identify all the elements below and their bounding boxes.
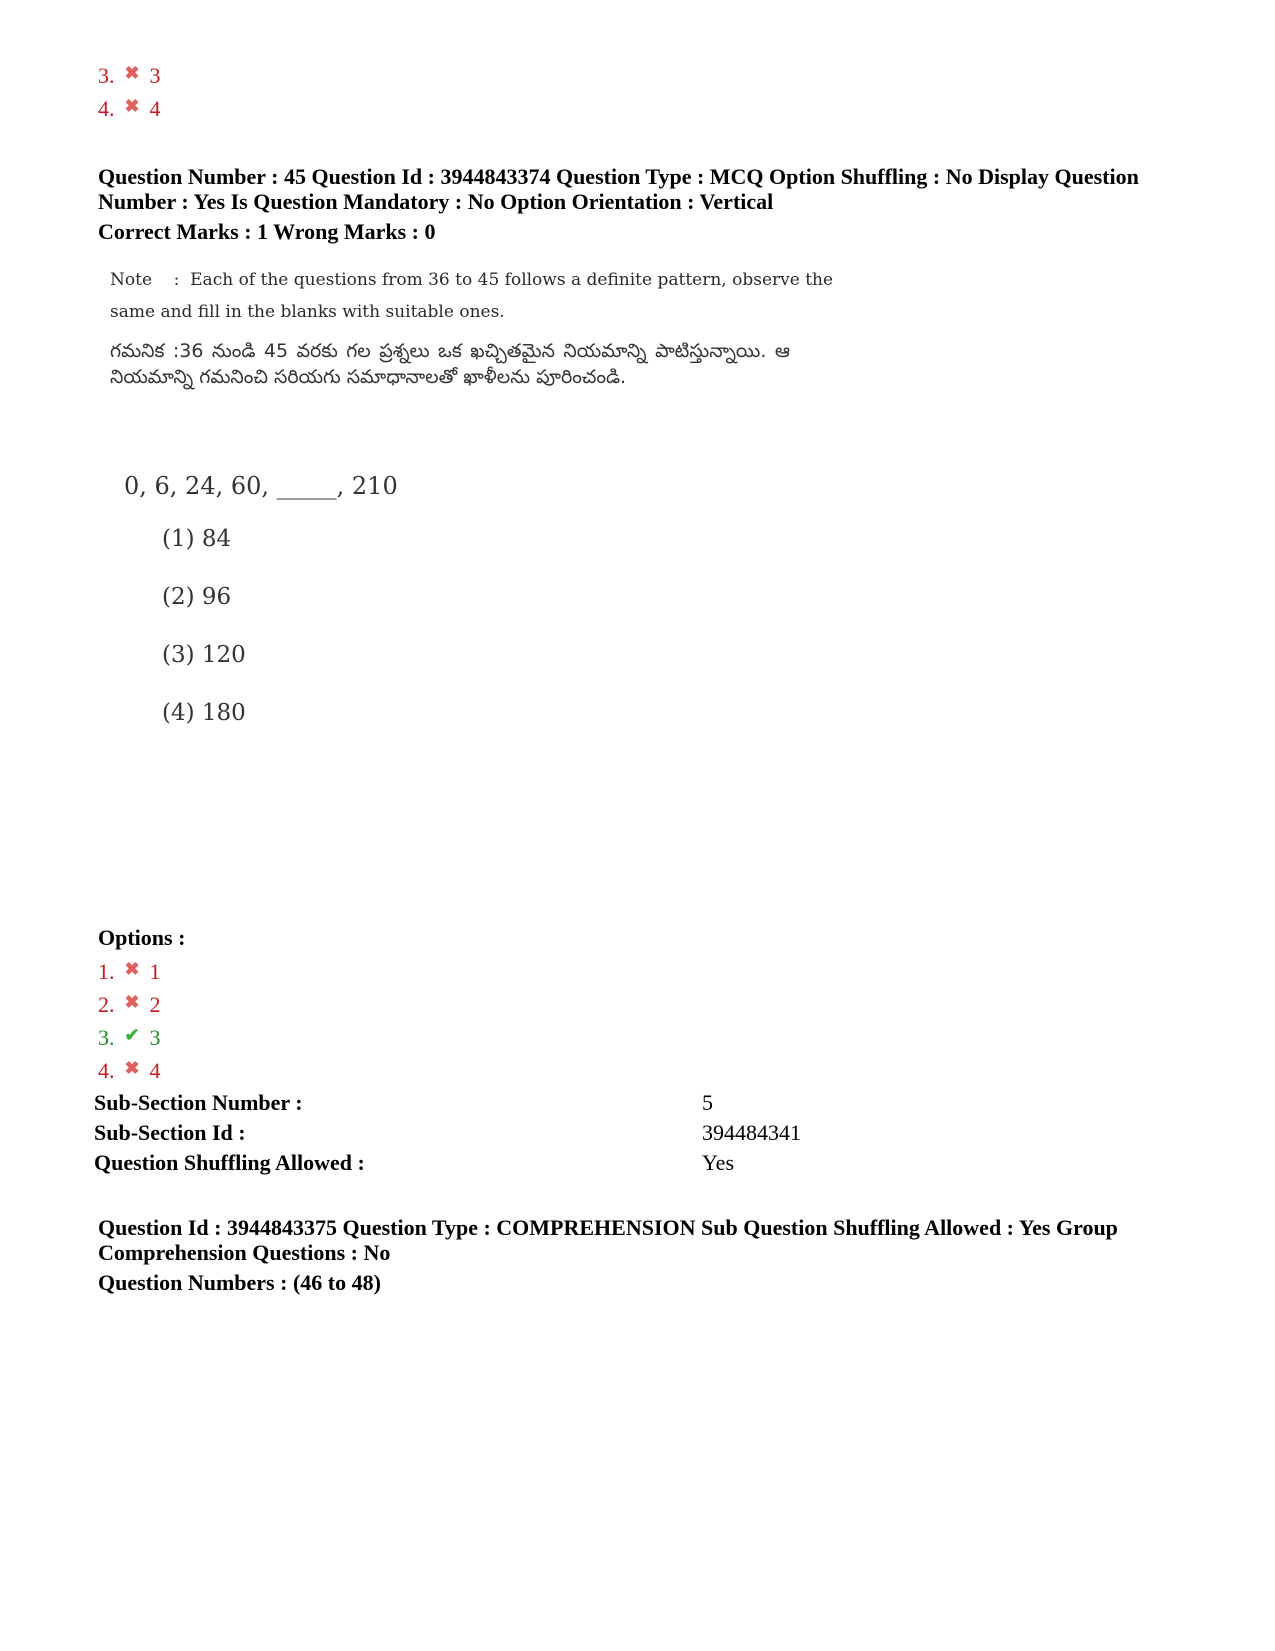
cross-icon: ✖ — [124, 992, 140, 1012]
option-label: 3 — [149, 1025, 161, 1050]
comprehension-question-numbers: Question Numbers : (46 to 48) — [98, 1270, 381, 1295]
prev-option-4 — [98, 93, 161, 122]
subsection-id-value: 394484341 — [702, 1120, 801, 1145]
option-label: 2 — [149, 992, 161, 1017]
cross-icon: ✖ — [124, 63, 140, 83]
choice-3: (3) 120 — [162, 642, 246, 668]
cross-icon: ✖ — [124, 1058, 140, 1078]
option-1 — [98, 956, 161, 985]
comprehension-line2: Comprehension Questions : No — [98, 1240, 391, 1265]
option-label: 4 — [149, 1058, 161, 1083]
options-label: Options : — [98, 925, 186, 950]
option-2 — [98, 989, 161, 1018]
cross-icon: ✖ — [124, 959, 140, 979]
number-series: 0, 6, 24, 60, _____, 210 — [124, 472, 398, 500]
comprehension-line1: Question Id : 3944843375 Question Type : COMPREHENSION Sub Question Shuffling Allowed : Yes Group — [98, 1215, 1118, 1240]
note-english-line2: same and fill in the blanks with suitable ones. — [110, 302, 505, 322]
note-english — [110, 264, 834, 328]
question-shuffling-value: Yes — [702, 1150, 735, 1175]
option-4 — [98, 1055, 161, 1084]
option-3 — [98, 1022, 161, 1051]
subsection-number-key: Sub-Section Number : — [94, 1090, 303, 1115]
option-number: 3. — [98, 1025, 115, 1050]
option-number: 1. — [98, 959, 115, 984]
option-number: 3. — [98, 63, 115, 88]
choice-2: (2) 96 — [162, 584, 232, 610]
question-marks: Correct Marks : 1 Wrong Marks : 0 — [98, 219, 436, 244]
question-header-line2: Number : Yes Is Question Mandatory : No Option Orientation : Vertical — [98, 189, 774, 214]
option-number: 2. — [98, 992, 115, 1017]
choice-4: (4) 180 — [162, 700, 246, 726]
choice-1: (1) 84 — [162, 526, 232, 552]
option-label: 1 — [149, 959, 161, 984]
subsection-id-key: Sub-Section Id : — [94, 1120, 246, 1145]
question-body — [100, 262, 834, 752]
option-number: 4. — [98, 1058, 115, 1083]
prev-option-3 — [98, 60, 161, 89]
question-header-line1: Question Number : 45 Question Id : 3944843374 Question Type : MCQ Option Shuffling : No Display Question — [98, 164, 1139, 189]
note-telugu: గమనిక :36 నుండి 45 వరకు గల ప్రశ్నలు ఒక ఖచ్చితమైన నియమాన్ని పాటిస్తున్నాయి. ఆ నియమాన్ని గమనించి సరియగు సమాధానాలతో ఖాళీలను పూరించండి. — [110, 340, 790, 388]
subsection-number-value: 5 — [702, 1090, 713, 1115]
cross-icon: ✖ — [124, 96, 140, 116]
question-shuffling-key: Question Shuffling Allowed : — [94, 1150, 365, 1175]
note-english-line1: Note : Each of the questions from 36 to 45 follows a definite pattern, observe the — [110, 270, 834, 290]
option-label: 3 — [149, 63, 161, 88]
option-number: 4. — [98, 96, 115, 121]
option-label: 4 — [149, 96, 161, 121]
check-icon: ✔ — [124, 1025, 140, 1045]
